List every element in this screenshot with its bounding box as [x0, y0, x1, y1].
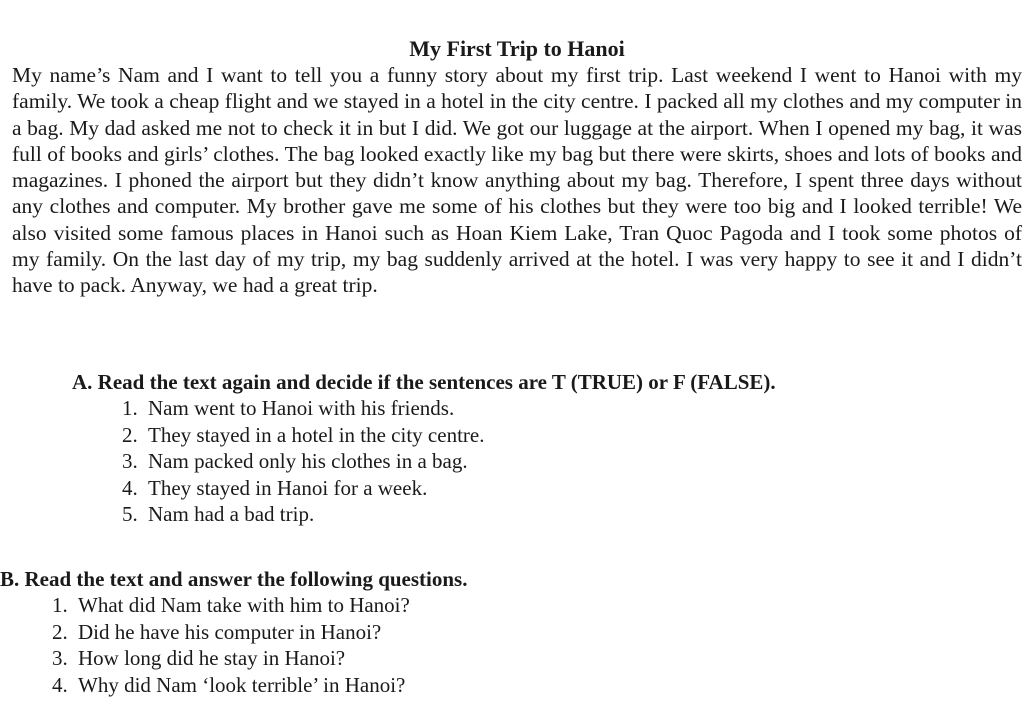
item-number: 2. — [52, 619, 68, 644]
section-b-heading: B. Read the text and answer the following questions. — [0, 567, 468, 591]
list-item — [122, 475, 484, 502]
list-item — [122, 501, 484, 528]
list-item — [122, 448, 484, 475]
reading-passage: My name’s Nam and I want to tell you a funny story about my first trip. Last weekend I went to Hanoi with my family. We took a cheap flight and we stayed in a hotel in the city centre. I packed all my clothes and my computer in a bag. My dad asked me not to check it in but I did. We got our luggage at the airport. When I opened my bag, it was full of books and girls’ clothes. The bag looked exactly like my bag but there were skirts, shoes and lots of books and magazines. I phoned the airport but they didn’t know anything about my bag. Therefore, I spent three days without any clothes and computer. My brother gave me some of his clothes but they were too big and I looked terrible! We also visited some famous places in Hanoi such as Hoan Kiem Lake, Tran Quoc Pagoda and I took some photos of my family. On the last day of my trip, my bag suddenly arrived at the hotel. I was very happy to see it and I didn’t have to pack. Anyway, we had a great trip. — [12, 63, 1022, 298]
item-number: 4. — [122, 475, 138, 500]
item-text: What did Nam take with him to Hanoi? — [78, 593, 410, 617]
item-text: Nam had a bad trip. — [148, 502, 315, 527]
list-item — [52, 672, 410, 699]
list-item — [52, 592, 410, 619]
item-number: 4. — [52, 672, 68, 697]
item-number: 2. — [122, 422, 138, 447]
item-text: Why did Nam ‘look terrible’ in Hanoi? — [78, 672, 406, 697]
item-number: 3. — [122, 449, 138, 474]
item-text: They stayed in Hanoi for a week. — [148, 475, 428, 500]
item-number: 1. — [122, 396, 138, 420]
list-item — [52, 645, 410, 672]
item-text: They stayed in a hotel in the city centre. — [148, 422, 485, 447]
item-number: 1. — [52, 593, 68, 617]
item-text: Nam went to Hanoi with his friends. — [148, 396, 455, 420]
list-item — [52, 619, 410, 646]
item-text: Nam packed only his clothes in a bag. — [148, 449, 468, 474]
item-number: 5. — [122, 502, 138, 527]
section-a-list — [122, 395, 484, 528]
item-text: How long did he stay in Hanoi? — [78, 646, 346, 671]
document-title: My First Trip to Hanoi — [409, 36, 625, 61]
item-number: 3. — [52, 646, 68, 671]
section-a-heading: A. Read the text again and decide if the sentences are T (TRUE) or F (FALSE). — [72, 370, 776, 394]
list-item — [122, 395, 484, 422]
section-b-list — [52, 592, 410, 698]
list-item — [122, 422, 484, 449]
item-text: Did he have his computer in Hanoi? — [78, 619, 382, 644]
